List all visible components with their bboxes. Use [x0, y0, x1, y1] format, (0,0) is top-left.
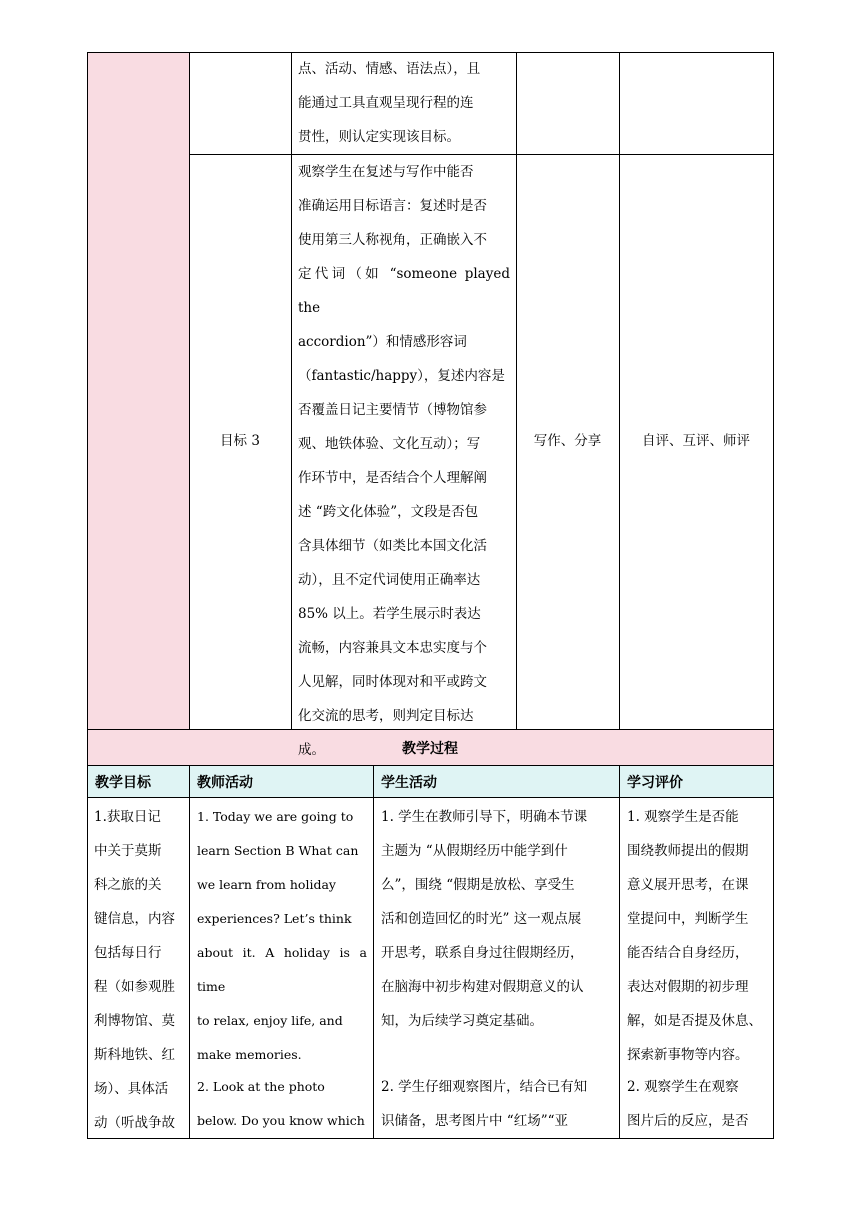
text-line: 述 “跨文化体验”，文段是否包 [298, 504, 479, 520]
text-line: 中关于莫斯 [94, 843, 162, 859]
student-activity-1 [381, 800, 613, 1038]
goal-3-method: 写作、分享 [533, 433, 602, 449]
goal-3-criteria-text [298, 155, 510, 767]
text-line: 包括每日行 [94, 945, 162, 961]
teaching-goal-text [94, 800, 183, 1140]
header-teacher-activity: 教师活动 [197, 775, 253, 791]
text-line: 观、地铁体验、文化互动）；写 [298, 436, 481, 452]
text-line: 图片后的反应，是否 [627, 1113, 749, 1129]
row1-criteria-text [298, 52, 510, 154]
process-title: 教学过程 [402, 741, 458, 757]
text-line: 1. 学生在教师引导下，明确本节课 [381, 809, 588, 825]
text-line: 能通过工具直观呈现行程的连 [298, 95, 474, 111]
text-line: 开思考，联系自身过往假期经历， [381, 945, 584, 961]
text-line: 成。 [298, 742, 325, 758]
text-line: 2. 观察学生在观察 [627, 1079, 739, 1095]
text-line: 2. 学生仔细观察图片，结合已有知 [381, 1079, 588, 1095]
goal-3-label: 目标 3 [220, 433, 260, 449]
text-line: 85% 以上。若学生展示时表达 [298, 606, 481, 622]
header-student-activity: 学生活动 [381, 775, 437, 791]
text-line: 1.获取日记 [94, 809, 161, 825]
text-line: to relax, enjoy life, and [197, 1013, 343, 1028]
learning-evaluation-1 [627, 800, 767, 1072]
text-line: learn Section B What can [197, 843, 359, 858]
learning-evaluation-2 [627, 1070, 767, 1138]
text-line: 表达对假期的初步理 [627, 979, 749, 995]
text-line: 探索新事物等内容。 [627, 1047, 749, 1063]
text-line: 人见解，同时体现对和平或跨文 [298, 674, 487, 690]
text-line: make memories. [197, 1047, 302, 1062]
text-line: 利博物馆、莫 [94, 1013, 175, 1029]
text-line: 观察学生在复述与写作中能否 [298, 164, 474, 180]
text-line: 主题为 “从假期经历中能学到什 [381, 843, 568, 859]
text-line: 程（如参观胜 [94, 979, 175, 995]
text-line: 知，为后续学习奠定基础。 [381, 1013, 543, 1029]
goal-3-evaluator: 自评、互评、师评 [642, 433, 750, 449]
text-line: 贯性，则认定实现该目标。 [298, 129, 460, 145]
text-line: 2. Look at the photo [197, 1079, 325, 1094]
text-line: 否覆盖日记主要情节（博物馆参 [298, 402, 487, 418]
text-line: 科之旅的关 [94, 877, 162, 893]
text-line: 堂提问中，判断学生 [627, 911, 749, 927]
text-line: about it. A holiday is a time [197, 945, 367, 994]
text-line: 1. 观察学生是否能 [627, 809, 739, 825]
text-line: 围绕教师提出的假期 [627, 843, 749, 859]
text-line: 流畅，内容兼具文本忠实度与个 [298, 640, 487, 656]
text-line: 意义展开思考，在课 [627, 877, 749, 893]
text-line: 点、活动、情感、语法点），且 [298, 61, 481, 77]
upper-left-shaded-column [87, 52, 189, 729]
text-line: below. Do you know which [197, 1113, 365, 1128]
text-line: （fantastic/happy），复述内容是 [298, 368, 505, 384]
student-activity-2 [381, 1070, 613, 1138]
text-line: 定代词（如 “someone played the [298, 266, 510, 316]
text-line: 1. Today we are going to [197, 809, 354, 824]
header-learning-evaluation: 学习评价 [627, 775, 683, 791]
text-line: 场）、具体活 [94, 1081, 169, 1097]
text-line: 作环节中，是否结合个人理解阐 [298, 470, 487, 486]
text-line: 使用第三人称视角，正确嵌入不 [298, 232, 487, 248]
text-line: 含具体细节（如类比本国文化活 [298, 538, 487, 554]
text-line: 能否结合自身经历， [627, 945, 749, 961]
header-teaching-goal: 教学目标 [95, 775, 151, 791]
text-line: 键信息，内容 [94, 911, 175, 927]
text-line: 动（听战争故 [94, 1115, 175, 1131]
text-line: 斯科地铁、红 [94, 1047, 175, 1063]
text-line: 识储备，思考图片中 “红场”“亚 [381, 1113, 568, 1129]
text-line: we learn from holiday [197, 877, 336, 892]
text-line: experiences? Let’s think [197, 911, 352, 926]
text-line: 动），且不定代词使用正确率达 [298, 572, 481, 588]
text-line: accordion”）和情感形容词 [298, 334, 467, 350]
teacher-activity-1 [197, 800, 367, 1072]
text-line: 在脑海中初步构建对假期意义的认 [381, 979, 584, 995]
teacher-activity-2 [197, 1070, 367, 1138]
text-line: 解，如是否提及休息、 [627, 1013, 762, 1029]
text-line: 么”，围绕 “假期是放松、享受生 [381, 877, 575, 893]
text-line: 准确运用目标语言：复述时是否 [298, 198, 487, 214]
text-line: 化交流的思考，则判定目标达 [298, 708, 474, 724]
text-line: 活和创造回忆的时光” 这一观点展 [381, 911, 582, 927]
